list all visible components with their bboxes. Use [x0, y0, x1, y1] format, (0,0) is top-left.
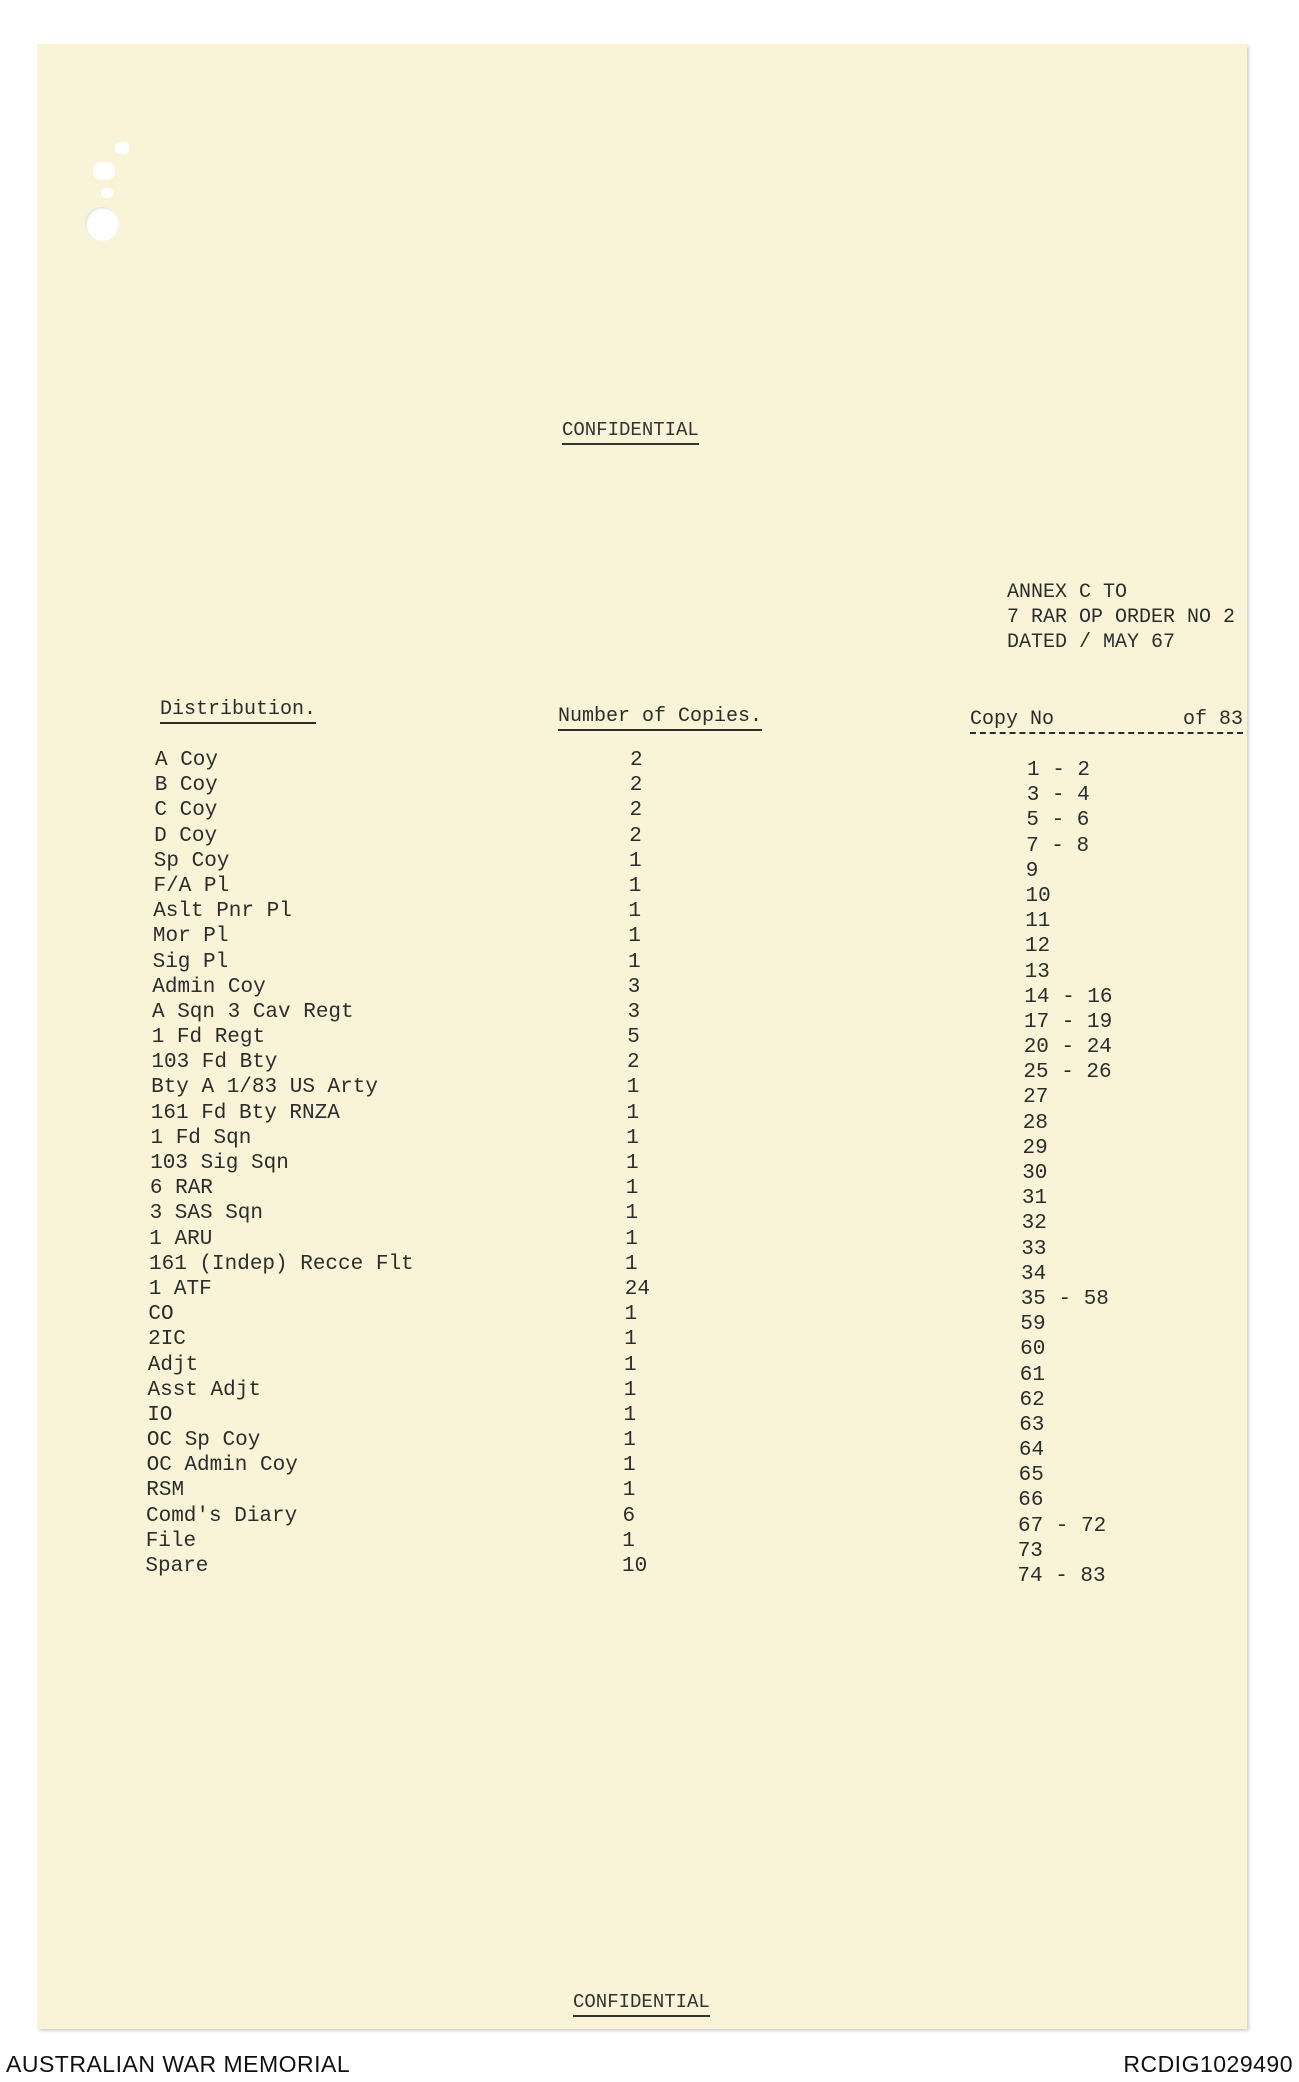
- table-row: [37, 748, 1247, 782]
- copy-number-range: 33: [1021, 1237, 1047, 1261]
- table-row: [37, 950, 1247, 984]
- table-row: [37, 1403, 1247, 1437]
- table-row: [37, 1151, 1247, 1185]
- table-row: [37, 849, 1247, 883]
- punch-hole: [85, 207, 119, 241]
- unit-name: 161 Fd Bty RNZA: [150, 1101, 340, 1125]
- copy-number-range: 59: [1020, 1313, 1046, 1337]
- copy-number-range: 67 - 72: [1018, 1514, 1107, 1538]
- table-row: [37, 1101, 1247, 1135]
- copies-count: 1: [626, 1126, 639, 1150]
- copy-number-range: 34: [1021, 1262, 1047, 1286]
- distribution-header: Distribution.: [160, 698, 316, 724]
- unit-name: Bty A 1/83 US Arty: [151, 1076, 378, 1100]
- copy-no-label: Copy No: [970, 708, 1055, 731]
- table-row: [37, 1453, 1247, 1488]
- document-page: [37, 44, 1247, 2029]
- copies-count: 1: [624, 1353, 637, 1377]
- copies-count: 1: [628, 874, 642, 898]
- copies-count: 1: [625, 1202, 639, 1226]
- copies-count: 1: [622, 1479, 636, 1503]
- table-row: [37, 1075, 1247, 1110]
- unit-name: OC Admin Coy: [146, 1454, 298, 1478]
- unit-name: D Coy: [154, 824, 218, 848]
- table-row: [37, 1378, 1247, 1412]
- copies-count: 1: [626, 1076, 640, 1100]
- unit-name: 103 Sig Sqn: [150, 1152, 289, 1175]
- annex-line: ANNEX C TO: [1007, 581, 1128, 604]
- paper-tear-mark: [115, 142, 129, 154]
- unit-name: 1 Fd Regt: [151, 1026, 266, 1050]
- copies-count: 10: [622, 1555, 648, 1578]
- table-row: [37, 773, 1247, 808]
- copy-number-range: 7 - 8: [1026, 834, 1090, 858]
- copy-no-header: [970, 708, 1243, 734]
- unit-name: Asst Adjt: [147, 1378, 261, 1402]
- copy-number-range: 30: [1022, 1162, 1048, 1185]
- unit-name: Admin Coy: [152, 975, 266, 999]
- copies-count: 3: [627, 1000, 641, 1024]
- unit-name: 103 Fd Bty: [151, 1051, 278, 1075]
- annex-line: DATED / MAY 67: [1007, 631, 1176, 654]
- copy-number-range: 17 - 19: [1024, 1010, 1113, 1034]
- copy-total-label: of 83: [1182, 708, 1243, 731]
- copies-count: 1: [624, 1328, 637, 1352]
- table-row: [37, 1353, 1247, 1387]
- copies-count: 1: [624, 1303, 638, 1327]
- copies-count: 2: [627, 1051, 640, 1075]
- copies-count: 24: [624, 1277, 650, 1301]
- copy-number-range: 65: [1018, 1464, 1044, 1488]
- unit-name: 1 ARU: [149, 1227, 213, 1251]
- table-row: [37, 1227, 1247, 1261]
- copy-number-range: 29: [1022, 1136, 1048, 1160]
- copy-number-range: 61: [1019, 1363, 1046, 1387]
- copy-number-range: 64: [1018, 1439, 1045, 1463]
- unit-name: Aslt Pnr Pl: [153, 900, 292, 924]
- copies-count: 1: [623, 1454, 636, 1478]
- copy-number-range: 5 - 6: [1026, 809, 1090, 833]
- table-row: [37, 1327, 1247, 1362]
- copies-count: 2: [629, 799, 643, 823]
- confidential-footer: CONFIDENTIAL: [573, 1991, 710, 2017]
- copies-count: 1: [625, 1227, 638, 1251]
- archive-caption: AUSTRALIAN WAR MEMORIAL: [6, 2051, 351, 2077]
- copy-number-range: 10: [1025, 884, 1051, 908]
- copies-count: 1: [626, 1101, 640, 1125]
- table-row: [37, 1504, 1247, 1538]
- table-row: [37, 824, 1247, 858]
- unit-name: 3 SAS Sqn: [149, 1202, 264, 1226]
- copy-number-range: 60: [1020, 1338, 1046, 1362]
- copies-count: 3: [627, 975, 641, 999]
- unit-name: Spare: [145, 1555, 209, 1578]
- copies-count: 1: [625, 1177, 639, 1201]
- unit-name: Mor Pl: [152, 925, 229, 949]
- copy-number-range: 13: [1024, 960, 1050, 984]
- unit-name: 161 (Indep) Recce Flt: [149, 1252, 414, 1276]
- table-row: [37, 1529, 1247, 1563]
- table-row: [37, 1478, 1247, 1513]
- unit-name: A Coy: [155, 749, 219, 772]
- table-row: [37, 1277, 1247, 1311]
- copy-number-range: 20 - 24: [1023, 1036, 1112, 1060]
- copy-number-range: 32: [1021, 1212, 1047, 1236]
- copies-count: 2: [629, 774, 643, 798]
- copies-count: 1: [622, 1529, 635, 1553]
- unit-name: F/A Pl: [153, 874, 230, 898]
- copy-number-range: 73: [1017, 1539, 1043, 1563]
- table-row: [37, 1050, 1247, 1085]
- table-row: [37, 1176, 1247, 1211]
- copy-number-range: 66: [1018, 1489, 1044, 1513]
- copies-count: 6: [622, 1504, 636, 1528]
- unit-name: OC Sp Coy: [146, 1429, 261, 1453]
- table-row: [37, 1554, 1247, 1588]
- copies-count: 1: [626, 1152, 639, 1175]
- paper-tear-mark: [101, 188, 113, 198]
- table-row: [37, 924, 1247, 959]
- table-row: [37, 1000, 1247, 1034]
- copy-number-range: 28: [1022, 1111, 1049, 1135]
- copy-number-range: 1 - 2: [1027, 759, 1091, 782]
- copies-count: 2: [630, 749, 643, 772]
- unit-name: Sig Pl: [152, 950, 229, 974]
- copy-number-range: 11: [1025, 910, 1051, 934]
- unit-name: IO: [147, 1403, 173, 1427]
- copy-number-range: 12: [1024, 935, 1051, 959]
- copies-count: 1: [629, 849, 642, 873]
- unit-name: Adjt: [147, 1353, 199, 1377]
- unit-name: 1 ATF: [148, 1277, 212, 1301]
- annex-reference: [1007, 580, 1235, 655]
- unit-name: B Coy: [154, 774, 218, 798]
- table-row: [37, 899, 1247, 934]
- table-row: [37, 798, 1247, 833]
- annex-line: 7 RAR OP ORDER NO 2: [1007, 606, 1236, 629]
- table-row: [37, 1201, 1247, 1236]
- copies-count: 1: [623, 1378, 637, 1402]
- unit-name: 1 Fd Sqn: [150, 1126, 252, 1150]
- copies-count: 2: [629, 824, 642, 848]
- copy-number-range: 9: [1025, 859, 1039, 883]
- table-row: [37, 874, 1247, 908]
- copy-number-range: 62: [1019, 1388, 1045, 1412]
- confidential-header: CONFIDENTIAL: [562, 419, 699, 445]
- unit-name: 2IC: [148, 1328, 186, 1352]
- copy-number-range: 3 - 4: [1026, 784, 1090, 808]
- copy-number-range: 74 - 83: [1017, 1565, 1106, 1588]
- unit-name: Comd's Diary: [146, 1504, 298, 1528]
- distribution-table: [37, 748, 1247, 1588]
- unit-name: CO: [148, 1303, 174, 1327]
- copy-number-range: 27: [1023, 1086, 1049, 1110]
- table-row: [37, 1252, 1247, 1286]
- copy-number-range: 14 - 16: [1024, 985, 1113, 1009]
- unit-name: 6 RAR: [149, 1177, 213, 1201]
- copies-count: 1: [625, 1252, 638, 1276]
- table-row: [37, 1025, 1247, 1060]
- copies-count: 1: [628, 950, 641, 974]
- unit-name: A Sqn 3 Cav Regt: [152, 1000, 354, 1024]
- paper-tear-mark: [93, 162, 115, 180]
- copy-number-range: 35 - 58: [1020, 1287, 1109, 1311]
- unit-name: C Coy: [154, 799, 218, 823]
- table-row: [37, 1428, 1247, 1463]
- copy-number-range: 63: [1019, 1413, 1045, 1437]
- copies-count: 1: [623, 1429, 636, 1453]
- unit-name: Sp Coy: [153, 849, 230, 873]
- copies-count: 1: [628, 900, 642, 924]
- unit-name: RSM: [146, 1479, 185, 1503]
- copy-number-range: 25 - 26: [1023, 1061, 1112, 1085]
- copies-count: 5: [627, 1026, 640, 1050]
- table-row: [37, 1126, 1247, 1160]
- copies-count: 1: [628, 925, 641, 949]
- table-row: [37, 975, 1247, 1009]
- copies-count: 1: [623, 1403, 637, 1427]
- table-row: [37, 1302, 1247, 1337]
- copy-number-range: 31: [1021, 1187, 1048, 1211]
- archive-reference: RCDIG1029490: [1123, 2051, 1293, 2077]
- number-of-copies-header: Number of Copies.: [558, 705, 762, 731]
- unit-name: File: [145, 1529, 197, 1553]
